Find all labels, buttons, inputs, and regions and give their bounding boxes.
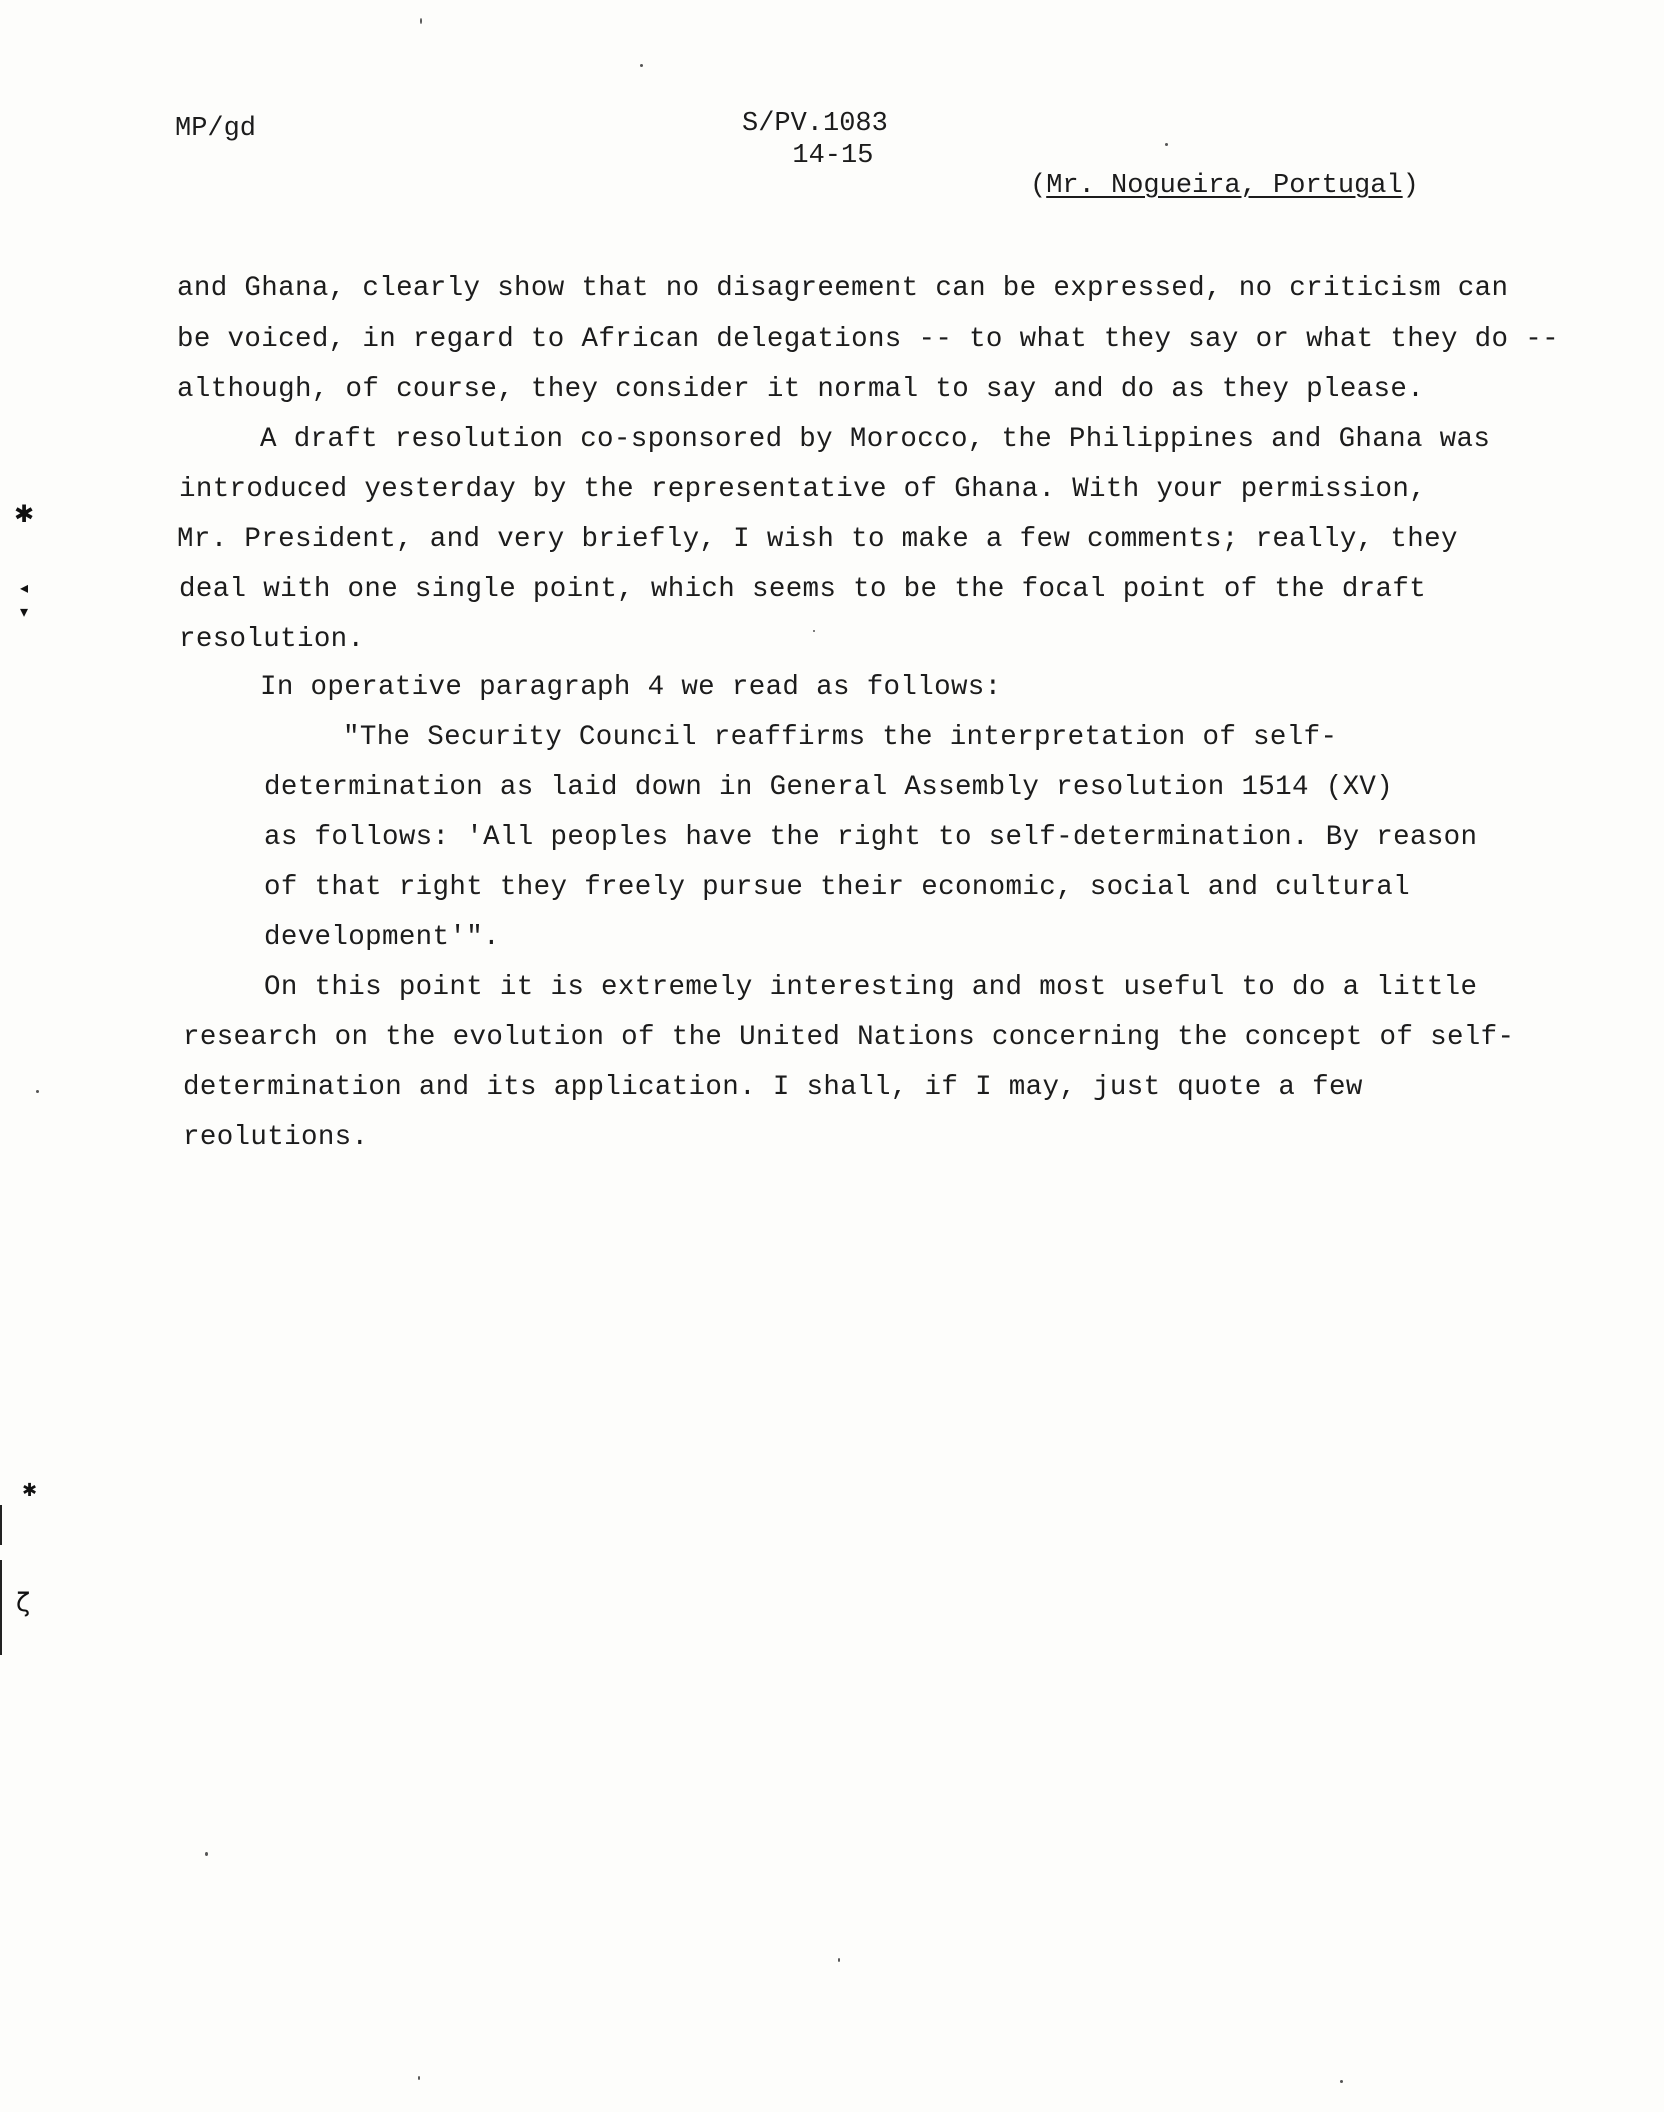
binder-edge-line (0, 1505, 2, 1545)
text-line: reolutions. (183, 1122, 369, 1153)
text-line: In operative paragraph 4 we read as follows: (260, 672, 1002, 703)
scan-speck (1165, 143, 1168, 146)
binder-edge-line (0, 1560, 2, 1655)
text-line: determination and its application. I shall, if I may, just quote a few (183, 1072, 1363, 1103)
binder-hole-mark: ✱ (22, 1480, 38, 1501)
speaker-open-paren: ( (1030, 171, 1047, 201)
binder-hole-mark: ✱ (14, 500, 35, 528)
scan-speck (1340, 2080, 1343, 2083)
quote-line: of that right they freely pursue their economic, social and cultural (264, 872, 1410, 903)
speaker-attribution (1030, 170, 1419, 202)
text-line: and Ghana, clearly show that no disagreement can be expressed, no criticism can (177, 273, 1509, 304)
speaker-close-paren: ) (1402, 171, 1419, 201)
speaker-name: Mr. Nogueira, Portugal (1046, 171, 1403, 201)
text-line: On this point it is extremely interesting and most useful to do a little (264, 972, 1478, 1003)
text-line: research on the evolution of the United Nations concerning the concept of self- (183, 1022, 1515, 1053)
quote-line: determination as laid down in General Assembly resolution 1514 (XV) (264, 772, 1394, 803)
text-line: resolution. (179, 624, 365, 655)
text-line: A draft resolution co-sponsored by Morocco, the Philippines and Ghana was (260, 424, 1491, 455)
scan-speck (205, 1852, 208, 1856)
document-symbol: S/PV.1083 (742, 109, 888, 139)
quote-line: as follows: 'All peoples have the right to self-determination. By reason (264, 822, 1478, 853)
text-line: introduced yesterday by the representative of Ghana. With your permission, (179, 474, 1427, 505)
scan-speck (420, 18, 422, 24)
binder-hole-mark: ζ (16, 1588, 31, 1618)
page-numbers: 14-15 (792, 141, 874, 171)
scan-speck (813, 630, 815, 632)
text-line: deal with one single point, which seems to be the focal point of the draft (179, 574, 1427, 605)
text-line: be voiced, in regard to African delegations -- to what they say or what they do -- (177, 324, 1559, 355)
typist-initials: MP/gd (175, 114, 257, 144)
document-reference (742, 108, 888, 172)
scan-speck (838, 1958, 840, 1962)
scan-speck (36, 1090, 39, 1093)
scan-speck (640, 64, 643, 67)
scan-speck (418, 2076, 420, 2080)
text-line: Mr. President, and very briefly, I wish to make a few comments; really, they (177, 524, 1458, 555)
binder-hole-mark: ◂ (20, 578, 29, 597)
quote-line: "The Security Council reaffirms the interpretation of self- (343, 722, 1338, 753)
quote-line: development'". (264, 922, 500, 953)
binder-hole-mark: ▾ (20, 602, 29, 621)
text-line: although, of course, they consider it normal to say and do as they please. (177, 374, 1425, 405)
